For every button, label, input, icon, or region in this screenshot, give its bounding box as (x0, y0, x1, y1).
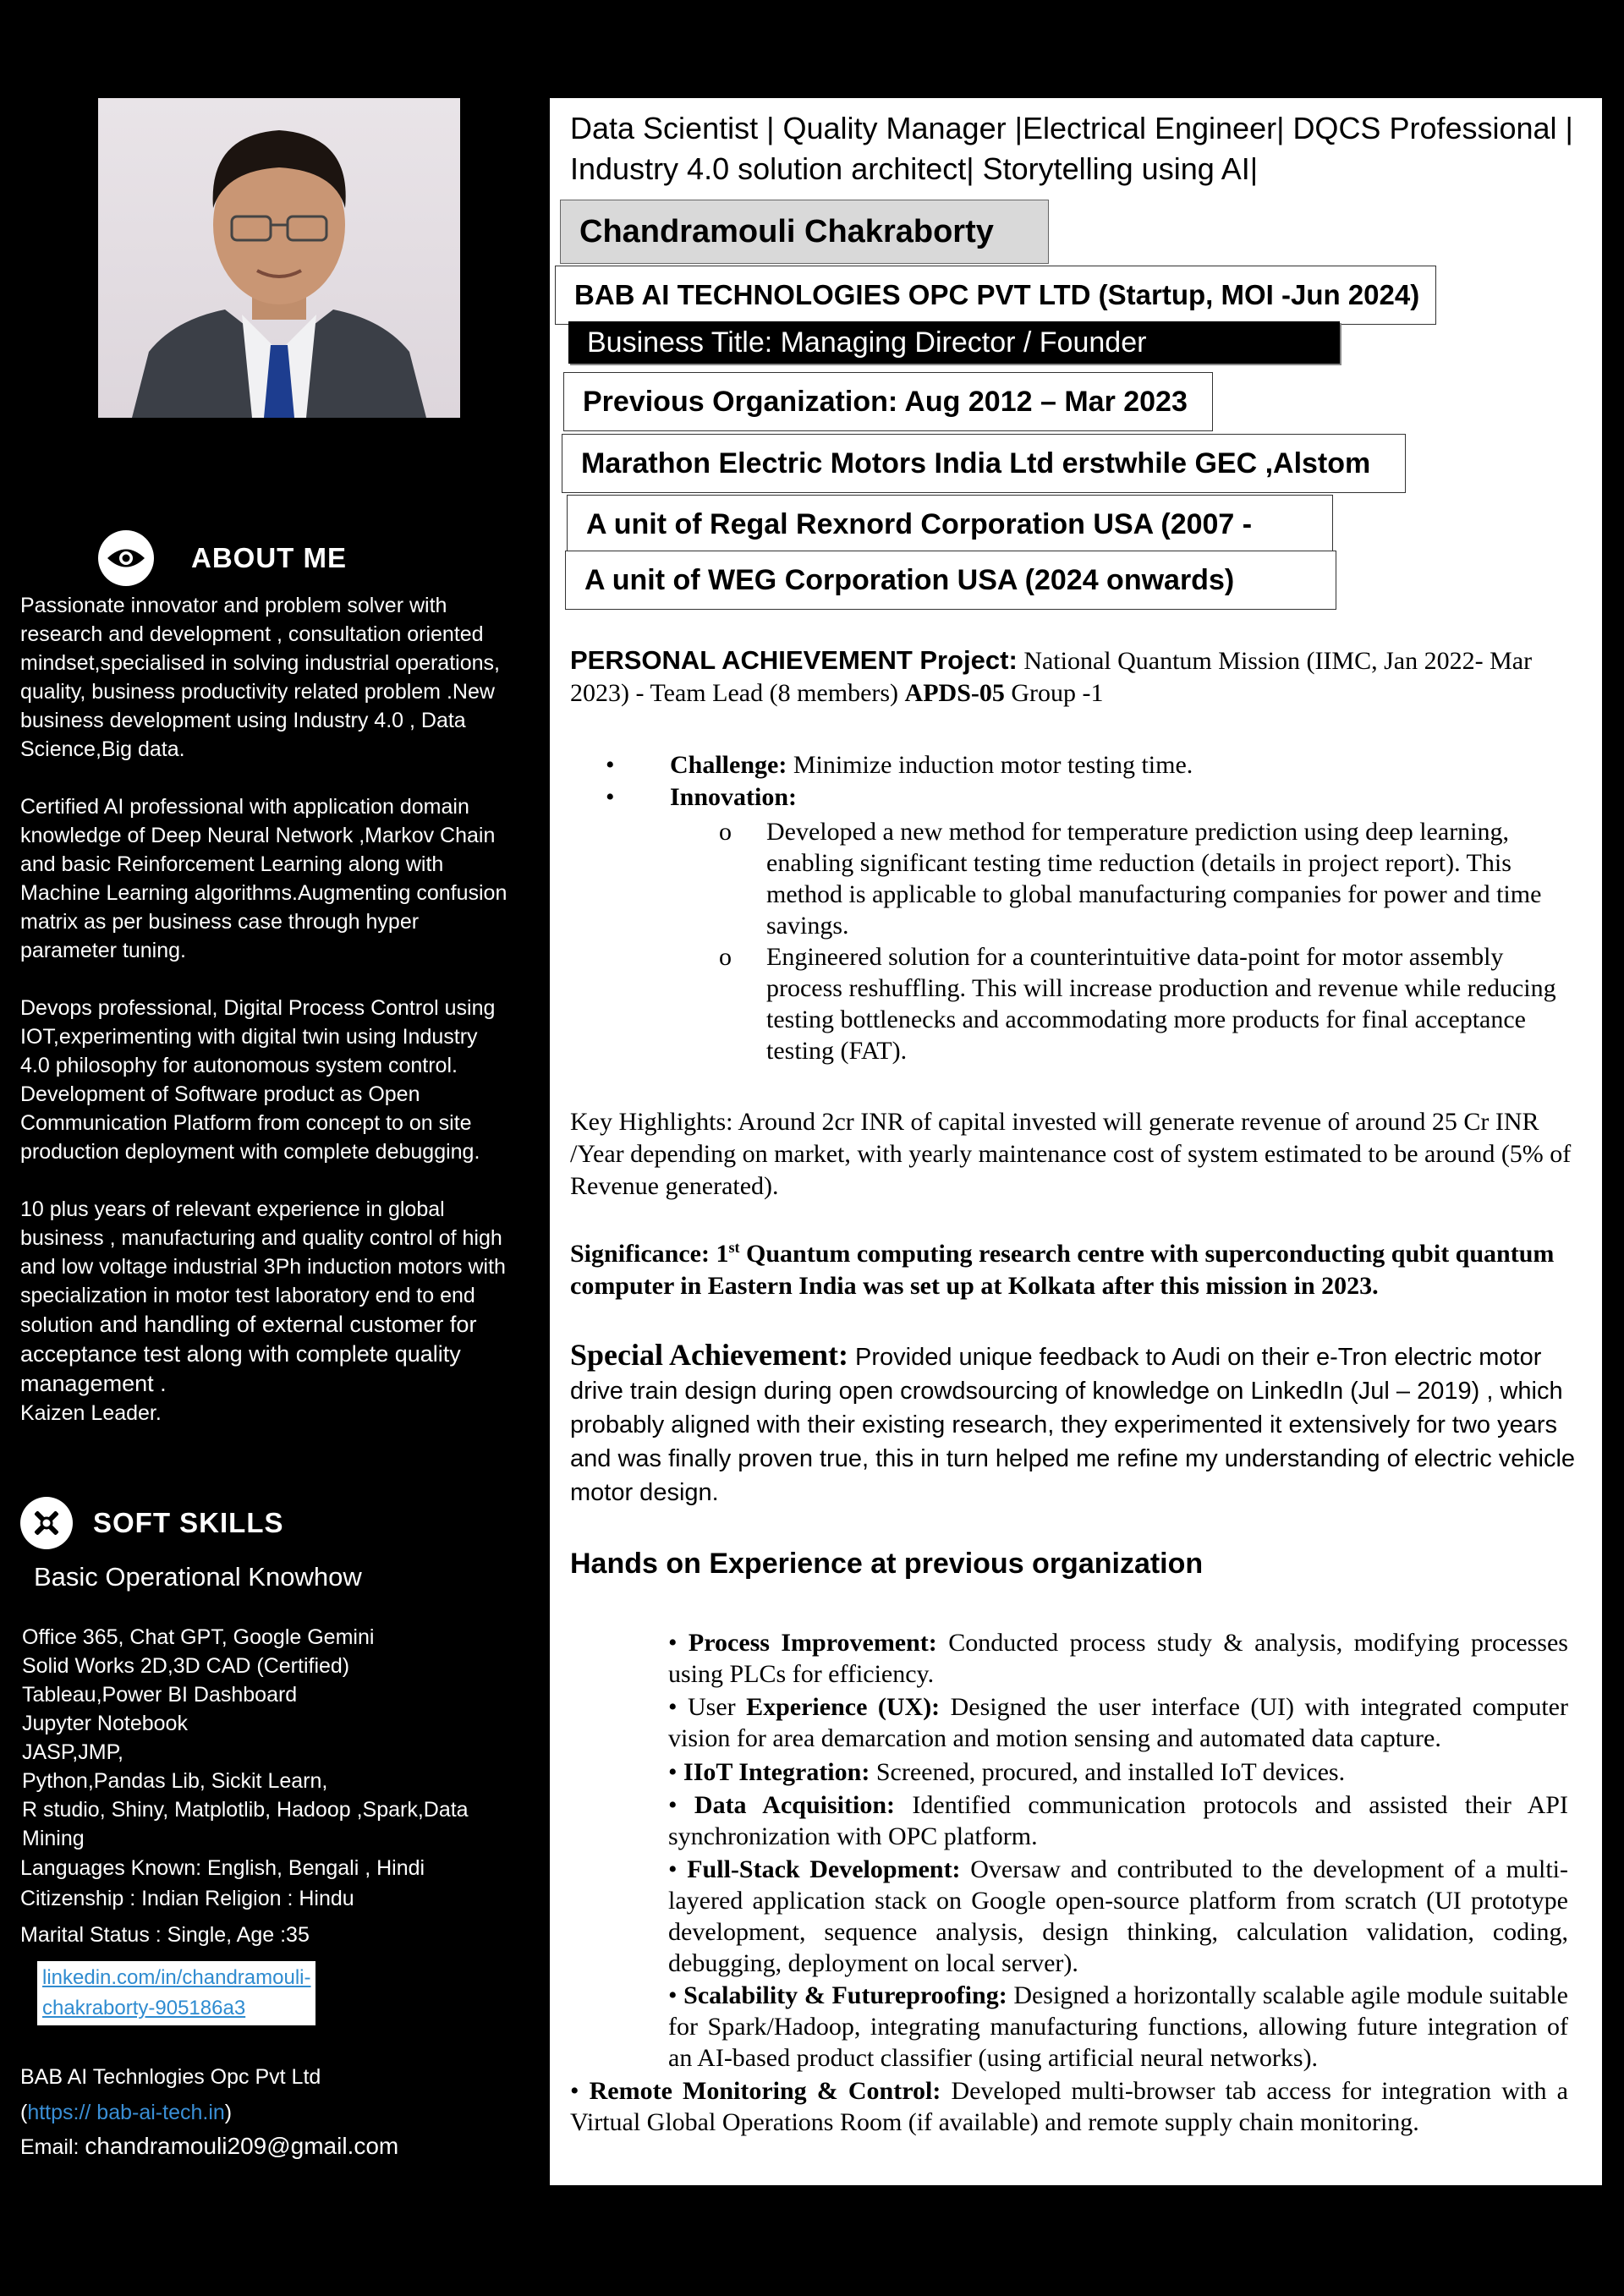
experience-label: IIoT Integration: (683, 1758, 870, 1786)
marital-status-text: Marital Status : Single, Age :35 (20, 1923, 310, 1947)
significance (570, 1238, 1585, 1302)
experience-label: Full-Stack Development: (687, 1855, 961, 1883)
experience-label-prefix: User (687, 1693, 747, 1721)
challenge-item (606, 749, 1193, 781)
experience-text: Conducted process study & analysis, modifying processes using PLCs for efficiency. (668, 1629, 1568, 1688)
email-line (20, 2132, 398, 2162)
kaizen-text: Kaizen Leader. (20, 1401, 162, 1425)
company-name: BAB AI Technlogies Opc Pvt Ltd (20, 2065, 321, 2089)
about-paragraph: Certified AI professional with application domain knowledge of Deep Neural Network ,Markov Chain and basic Reinforcement Learning along with Machine Learning algorithms.Augmenting confusion matrix as per business case through hyper parameter tuning. (20, 795, 508, 962)
paren: ( (20, 2101, 28, 2124)
achievement-group: APDS-05 (904, 679, 1005, 707)
significance-text: Significance: 1 (570, 1240, 729, 1268)
skill-item: JASP,JMP, (22, 1740, 123, 1764)
experience-item: • Remote Monitoring & Control: Developed multi-browser tab access for integration with a Virtual Global Operations Room (if available) and remote supply chain monitoring. (570, 2077, 1568, 2136)
soft-skills-title: SOFT SKILLS (93, 1507, 284, 1538)
experience-item: • Process Improvement: Conducted process study & analysis, modifying processes using PLCs for efficiency. (668, 1629, 1568, 1688)
experience-text: Identified communication protocols and assisted their API synchronization with OPC platform. (668, 1791, 1568, 1850)
skill-item: R studio, Shiny, Matplotlib, Hadoop ,Spark,Data Mining (22, 1798, 469, 1850)
innovation-sub-item (719, 941, 1566, 1066)
significance-text: Quantum computing research centre with superconducting qubit quantum computer in Eastern India was set up at Kolkata after this mission in 2023. (570, 1240, 1555, 1300)
skills-list (22, 1623, 513, 1853)
experience-text: Designed a horizontally scalable agile module suitable for Spark/Hadoop, integrating manufacturing functions, allowing future integration of an AI-based product classifier (using artificial neural networks). (668, 1981, 1568, 2072)
experience-item: • Data Acquisition: Identified communication protocols and assisted their API synchronization with OPC platform. (668, 1791, 1568, 1850)
experience-text: Designed the user interface (UI) with integrated computer vision for area demarcation and motion sensing and automated data capture. (668, 1693, 1568, 1752)
innovation-item (606, 781, 798, 813)
experience-item: • IIoT Integration: Screened, procured, and installed IoT devices. (668, 1758, 1346, 1786)
experience-item: • Full-Stack Development: Oversaw and contributed to the development of a multi-layered application stack on Google open-source platform from scratch (UI prototype development, sequence analysis, design thinking, calculation validation, coding, debugging, deployment on local server). (668, 1855, 1569, 1977)
eye-icon (98, 530, 154, 586)
experience-label: Process Improvement: (688, 1629, 937, 1657)
experience-label: Data Acquisition: (694, 1791, 895, 1819)
experience-item: • Scalability & Futureproofing: Designed a horizontally scalable agile module suitable for Spark/Hadoop, integrating manufacturing functions, allowing future integration of an AI-based product classifier (using artificial neural networks). (668, 1981, 1568, 2072)
linkedin-link-line[interactable]: chakraborty-905186a3 (42, 1997, 246, 2019)
experience-text: Screened, procured, and installed IoT devices. (870, 1758, 1346, 1786)
innovation-text: Developed a new method for temperature prediction using deep learning, enabling significant testing time reduction (details in project report). This method is applicable to global manufacturing companies for power and time savings. (766, 818, 1542, 940)
about-me-title: ABOUT ME (191, 542, 347, 573)
about-me-heading (98, 530, 347, 586)
tagline: Data Scientist | Quality Manager |Electrical Engineer| DQCS Professional | (570, 111, 1573, 145)
soft-skills-heading (20, 1497, 284, 1549)
skill-item: Tableau,Power BI Dashboard (22, 1683, 298, 1707)
experience-paragraph (20, 1195, 511, 1399)
skill-item: Jupyter Notebook (22, 1712, 188, 1735)
bullet-dot: • (606, 751, 615, 779)
parent-company-regal: A unit of Regal Rexnord Corporation USA (2007 - (567, 495, 1333, 554)
experience-text: 10 plus years of relevant experience in global business , manufacturing and quality control of high and low voltage industrial 3Ph induction motors with specialization in motor test laboratory end to end solution (20, 1197, 506, 1337)
experience-label: Scalability & Futureproofing: (683, 1981, 1007, 2009)
experience-item: • User Experience (UX): Designed the user interface (UI) with integrated computer vision for area demarcation and motion sensing and automated data capture. (668, 1693, 1568, 1752)
parent-company-weg: A unit of WEG Corporation USA (2024 onwards) (565, 551, 1336, 610)
about-paragraph: Passionate innovator and problem solver with research and development , consultation oriented mindset,specialised in solving industrial operations, quality, business productivity related problem .New business development using Industry 4.0 , Data Science,Big data. (20, 594, 500, 761)
achievement-label: PERSONAL ACHIEVEMENT Project: (570, 645, 1018, 675)
website-line (20, 2098, 232, 2127)
experience-label: Experience (UX): (746, 1693, 941, 1721)
bullet-dot: • (606, 783, 615, 811)
person-portrait-icon (98, 98, 460, 418)
tools-icon (20, 1497, 73, 1549)
achievement-text: National Quantum Mission (IIMC, Jan 2022- Mar 2023) - Team Lead (8 members) (570, 647, 1533, 707)
challenge-text: Minimize induction motor testing time. (787, 751, 1193, 779)
superscript: st (728, 1239, 740, 1256)
previous-organization: Previous Organization: Aug 2012 – Mar 2023 (563, 372, 1213, 431)
soft-skills-subtitle: Basic Operational Knowhow (34, 1562, 362, 1592)
experience-text-large: and handling of external customer for acceptance test along with complete quality management . (20, 1312, 477, 1396)
hands-on-title: Hands on Experience at previous organization (570, 1548, 1204, 1580)
experience-label: Remote Monitoring & Control: (589, 2077, 941, 2105)
achievement-intro (570, 644, 1585, 710)
previous-employer: Marathon Electric Motors India Ltd erstwhile GEC ,Alstom (562, 434, 1406, 493)
special-achievement-text: Provided unique feedback to Audi on their e-Tron electric motor drive train design during open crowdsourcing of knowledge on LinkedIn (Jul – 2019) , which probably aligned with their existing research, they experimented it extensively for two years and was finally proven true, this in turn helped me refine my understanding of electric vehicle motor design. (570, 1344, 1576, 1506)
languages-text: Languages Known: English, Bengali , Hindi (20, 1856, 425, 1880)
email-label: Email: (20, 2135, 85, 2159)
innovation-text: Engineered solution for a counterintuitive data-point for motor assembly process reshuffling. This will increase production and revenue while reducing testing bottlenecks and accommodating more products for final acceptance testing (FAT). (766, 943, 1556, 1065)
skill-item: Python,Pandas Lib, Sickit Learn, (22, 1769, 328, 1793)
achievement-group-rest: Group -1 (1004, 679, 1104, 707)
current-company: BAB AI TECHNOLOGIES OPC PVT LTD (Startup, MOI -Jun 2024) (555, 266, 1436, 325)
experience-text: Developed multi-browser tab access for integration with a Virtual Global Operations Room (if available) and remote supply chain monitoring. (570, 2077, 1568, 2136)
skill-item: Office 365, Chat GPT, Google Gemini (22, 1625, 375, 1649)
skill-item: Solid Works 2D,3D CAD (Certified) (22, 1654, 350, 1678)
challenge-label: Challenge: (670, 751, 787, 779)
business-title: Business Title: Managing Director / Founder (568, 321, 1340, 364)
experience-text: Oversaw and contributed to the development of a multi-layered application stack on Google open-source platform from scratch (UI prototype development, sequence analysis, design thinking, calculation validation, coding, debugging, deployment on local server). (668, 1855, 1569, 1977)
website-link[interactable]: https:// bab-ai-tech.in (27, 2101, 225, 2124)
candidate-name: Chandramouli Chakraborty (560, 200, 1049, 264)
circle-bullet: o (719, 818, 732, 846)
special-achievement (570, 1338, 1583, 1510)
resume-content-panel (550, 98, 1602, 2185)
special-achievement-label: Special Achievement: (570, 1338, 848, 1372)
key-highlights: Key Highlights: Around 2cr INR of capital invested will generate revenue of around 25 Cr INR /Year depending on market, with yearly maintenance cost of system estimated to be around (5% of Revenue generated). (570, 1108, 1572, 1200)
innovation-label: Innovation: (670, 783, 798, 811)
about-paragraph: Devops professional, Digital Process Control using IOT,experimenting with digital twin using Industry 4.0 philosophy for autonomous system control. Development of Software product as Open Communication Platform from concept to on site production deployment with complete debugging. (20, 996, 496, 1164)
circle-bullet: o (719, 943, 732, 971)
linkedin-link[interactable] (37, 1961, 315, 2025)
about-me-text (20, 591, 511, 1427)
headline-taglines (570, 108, 1573, 189)
citizenship-text: Citizenship : Indian Religion : Hindu (20, 1887, 354, 1910)
innovation-sub-item (719, 816, 1566, 941)
email-address[interactable]: chandramouli209@gmail.com (85, 2133, 399, 2159)
linkedin-link-line[interactable]: linkedin.com/in/chandramouli- (42, 1966, 311, 1989)
tagline: Industry 4.0 solution architect| Storytelling using AI| (570, 151, 1259, 186)
paren: ) (224, 2101, 233, 2124)
profile-photo (98, 98, 460, 418)
